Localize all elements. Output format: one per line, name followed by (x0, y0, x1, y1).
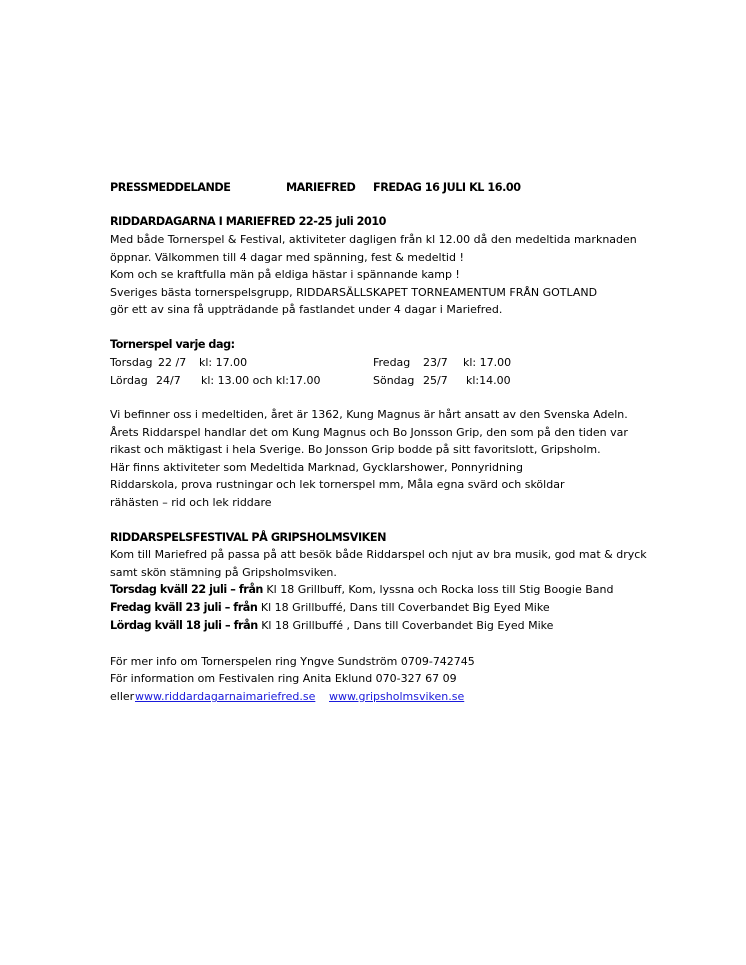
schedule-sunday-day: Söndag (373, 374, 415, 387)
festival-event-day: Fredag kväll 23 juli – från (110, 601, 258, 614)
schedule-friday-time: kl: 17.00 (463, 356, 512, 369)
about-line: rikast och mäktigast i hela Sverige. Bo Jonsson Grip bodde på sitt favoritslott, Gripsholm. (110, 443, 601, 456)
gripsholmsviken-link[interactable]: www.gripsholmsviken.se (329, 690, 465, 703)
festival-event-day: Torsdag kväll 22 juli – från (110, 583, 263, 596)
schedule-thursday-date: 22 /7 (158, 356, 187, 369)
header-place: MARIEFRED (286, 181, 356, 194)
contact-prefix: eller (110, 690, 135, 703)
festival-line: Kom till Mariefred på passa på att besök både Riddarspel och njut av bra musik, god mat & dryck (110, 548, 647, 561)
festival-event-text: Kl 18 Grillbuffé, Dans till Coverbandet Big Eyed Mike (257, 601, 550, 614)
contact-line: För mer info om Tornerspelen ring Yngve Sundström 0709-742745 (110, 655, 475, 668)
festival-event (110, 581, 613, 599)
header-date: FREDAG 16 JULI KL 16.00 (373, 181, 521, 194)
about-line: Vi befinner oss i medeltiden, året är 1362, Kung Magnus är hårt ansatt av den Svenska Adeln. (110, 408, 628, 421)
schedule-title: Tornerspel varje dag: (110, 338, 235, 351)
riddardagarna-link[interactable]: www.riddardagarnaimariefred.se (135, 690, 316, 703)
festival-title: RIDDARSPELSFESTIVAL PÅ GRIPSHOLMSVIKEN (110, 531, 386, 544)
schedule-sunday-date: 25/7 (423, 374, 448, 387)
about-line: Årets Riddarspel handlar det om Kung Magnus och Bo Jonsson Grip, den som på den tiden var (110, 426, 628, 439)
intro-line: Med både Tornerspel & Festival, aktiviteter dagligen från kl 12.00 då den medeltida marknaden (110, 233, 637, 246)
festival-line: samt skön stämning på Gripsholmsviken. (110, 566, 337, 579)
schedule-sunday-time: kl:14.00 (466, 374, 511, 387)
about-line: Riddarskola, prova rustningar och lek tornerspel mm, Måla egna svärd och sköldar (110, 478, 565, 491)
festival-event-text: Kl 18 Grillbuffé , Dans till Coverbandet Big Eyed Mike (257, 619, 554, 632)
schedule-thursday-time: kl: 17.00 (199, 356, 248, 369)
festival-event (110, 599, 550, 617)
intro-line: öppnar. Välkommen till 4 dagar med spänning, fest & medeltid ! (110, 251, 464, 264)
schedule-friday-day: Fredag (373, 356, 411, 369)
header-label: PRESSMEDDELANDE (110, 181, 231, 194)
festival-event-day: Lördag kväll 18 juli – från (110, 619, 258, 632)
schedule-saturday-day: Lördag (110, 374, 148, 387)
contact-line: För information om Festivalen ring Anita Eklund 070-327 67 09 (110, 672, 457, 685)
intro-line: Sveriges bästa tornerspelsgrupp, RIDDARSÄLLSKAPET TORNEAMENTUM FRÅN GOTLAND (110, 286, 598, 299)
schedule-thursday-day: Torsdag (110, 356, 153, 369)
intro-line: Kom och se kraftfulla män på eldiga hästar i spännande kamp ! (110, 268, 460, 281)
about-line: rähästen – rid och lek riddare (110, 496, 272, 509)
festival-event (110, 617, 553, 635)
festival-event-text: Kl 18 Grillbuff, Kom, lyssna och Rocka loss till Stig Boogie Band (262, 583, 614, 596)
schedule-saturday-date: 24/7 (156, 374, 181, 387)
about-line: Här finns aktiviteter som Medeltida Marknad, Gycklarshower, Ponnyridning (110, 461, 523, 474)
intro-line: gör ett av sina få uppträdande på fastlandet under 4 dagar i Mariefred. (110, 303, 503, 316)
schedule-saturday-time: kl: 13.00 och kl:17.00 (201, 374, 321, 387)
intro-title: RIDDARDAGARNA I MARIEFRED 22-25 juli 2010 (110, 215, 387, 228)
schedule-friday-date: 23/7 (423, 356, 448, 369)
